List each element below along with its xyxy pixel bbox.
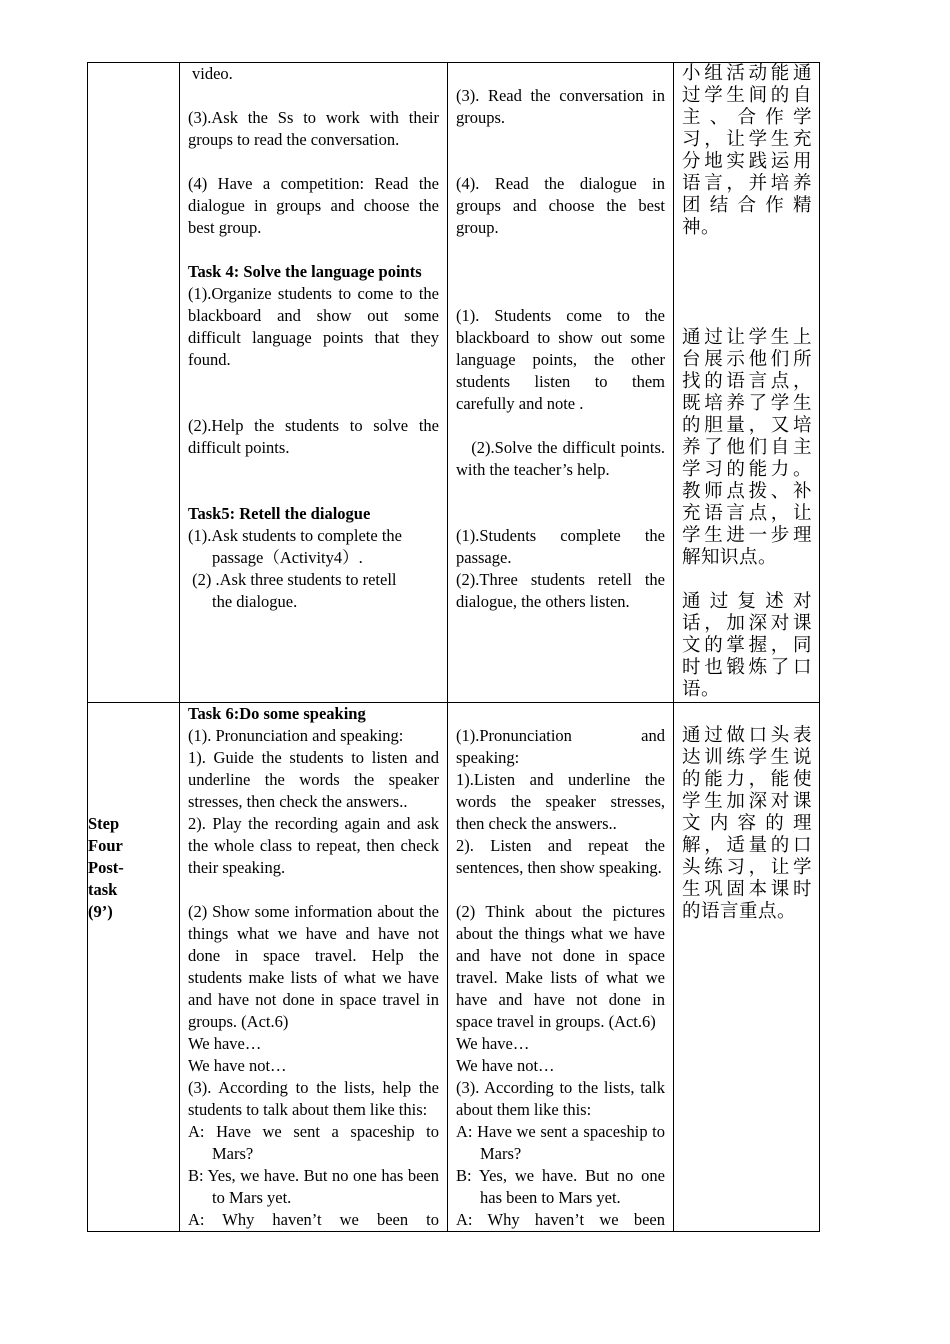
task5-step-2b: the dialogue.: [212, 592, 298, 611]
student-task4-2: (2).Solve the difficult points. with the teacher’s help.: [456, 438, 670, 479]
teacher-activity-cell: [180, 63, 448, 703]
video-tail: video.: [192, 64, 233, 83]
student-task4-1: (1). Students come to the blackboard to show out some language points, the other students listen to them carefully and note .: [456, 306, 665, 413]
purpose-text-2: 通过让学生上台展示他们所找的语言点，既培养了学生的胆量，又培养了他们自主学习的能力。教师点拨、补充语言点，让学生进一步理解知识点。: [682, 327, 812, 568]
teacher-step-3: (3). According to the lists, help the students to talk about them like this:: [188, 1078, 439, 1119]
teacher-dialogue-3: A: Why haven’t we been to: [188, 1210, 439, 1229]
student-step-3: (3). According to the lists, talk about them like this:: [456, 1078, 665, 1119]
student-pron-1: 1).Listen and underline the words the speaker stresses, then check the answers..: [456, 770, 665, 833]
table-row: [88, 63, 820, 703]
teacher-pron-title: (1). Pronunciation and speaking:: [188, 726, 404, 745]
student-pron-2: 2). Listen and repeat the sentences, then show speaking.: [456, 836, 665, 877]
purpose-text-3: 通过复述对话，加深对课文的掌握，同时也锻炼了口语。: [682, 591, 812, 700]
teacher-dialogue-1: A: Have we sent a spaceship to Mars?: [188, 1122, 439, 1163]
table-row: [88, 703, 820, 1232]
task5-step-1a: (1).Ask students to complete the: [188, 526, 403, 545]
teacher-step-2: (2) Show some information about the things what we have and have not done in space travel. Help the students make lists of what we have and have not done in space travel in groups. (Act.6): [188, 902, 439, 1031]
purpose-text-1: 小组活动能通过学生间的自主、合作学习，让学生充分地实践运用语言，并培养团结合作精神。: [682, 63, 812, 238]
student-task5-2: (2).Three students retell the dialogue, the others listen.: [456, 570, 665, 611]
task4-step-1: (1).Organize students to come to the blackboard and show out some difficult language points that they found.: [188, 284, 439, 369]
student-pron-title: (1).Pronunciation and speaking:: [456, 726, 665, 767]
teacher-pron-2: 2). Play the recording again and ask the whole class to repeat, then check their speaking.: [188, 814, 439, 877]
teacher-we-have: We have…: [188, 1034, 262, 1053]
lesson-plan-table: [87, 62, 820, 1232]
purpose-cell: [674, 63, 820, 703]
task5-title: Task5: Retell the dialogue: [188, 504, 371, 523]
task5-step-2a: (2) .Ask three students to retell: [188, 570, 397, 589]
student-dialogue-2: B: Yes, we have. But no one has been to Mars yet.: [456, 1166, 665, 1207]
student-step-4: (4). Read the dialogue in groups and choose the best group.: [456, 174, 665, 237]
student-we-have: We have…: [456, 1034, 530, 1053]
student-we-have-not: We have not…: [456, 1056, 555, 1075]
student-activity-cell: [448, 703, 674, 1232]
student-step-3: (3). Read the conversation in groups.: [456, 86, 665, 127]
step-line-4: task: [88, 880, 118, 899]
step-label-cell: [88, 703, 180, 1232]
task4-title: Task 4: Solve the language points: [188, 262, 422, 281]
student-step-2: (2) Think about the pictures about the things what we have and have not done in space travel. Make lists of what we have and have not done in space travel in groups. (Act.6): [456, 902, 665, 1031]
step-cell-empty: [88, 63, 180, 703]
step-line-5: (9’): [88, 902, 113, 921]
purpose-text-4: 通过做口头表达训练学生说的能力，能使学生加深对课文内容的理解，适量的口头练习，让学生巩固本课时的语言重点。: [682, 725, 812, 922]
teacher-step-3: (3).Ask the Ss to work with their groups to read the conversation.: [188, 108, 439, 149]
teacher-pron-1: 1). Guide the students to listen and underline the words the speaker stresses, then check the answers..: [188, 748, 439, 811]
student-task5-1: (1).Students complete the passage.: [456, 526, 665, 567]
step-line-2: Four: [88, 836, 123, 855]
student-dialogue-3: A: Why haven’t we been: [456, 1210, 665, 1229]
step-line-3: Post-: [88, 858, 124, 877]
teacher-step-4: (4) Have a competition: Read the dialogue in groups and choose the best group.: [188, 174, 439, 237]
task5-step-1b: passage（Activity4）.: [212, 548, 363, 567]
purpose-cell: [674, 703, 820, 1232]
task6-title: Task 6:Do some speaking: [188, 704, 366, 723]
student-activity-cell: [448, 63, 674, 703]
step-line-1: Step: [88, 814, 120, 833]
task4-step-2: (2).Help the students to solve the difficult points.: [188, 416, 439, 457]
teacher-dialogue-2: B: Yes, we have. But no one has been to Mars yet.: [188, 1166, 439, 1207]
teacher-we-have-not: We have not…: [188, 1056, 287, 1075]
student-dialogue-1: A: Have we sent a spaceship to Mars?: [456, 1122, 665, 1163]
teacher-activity-cell: [180, 703, 448, 1232]
